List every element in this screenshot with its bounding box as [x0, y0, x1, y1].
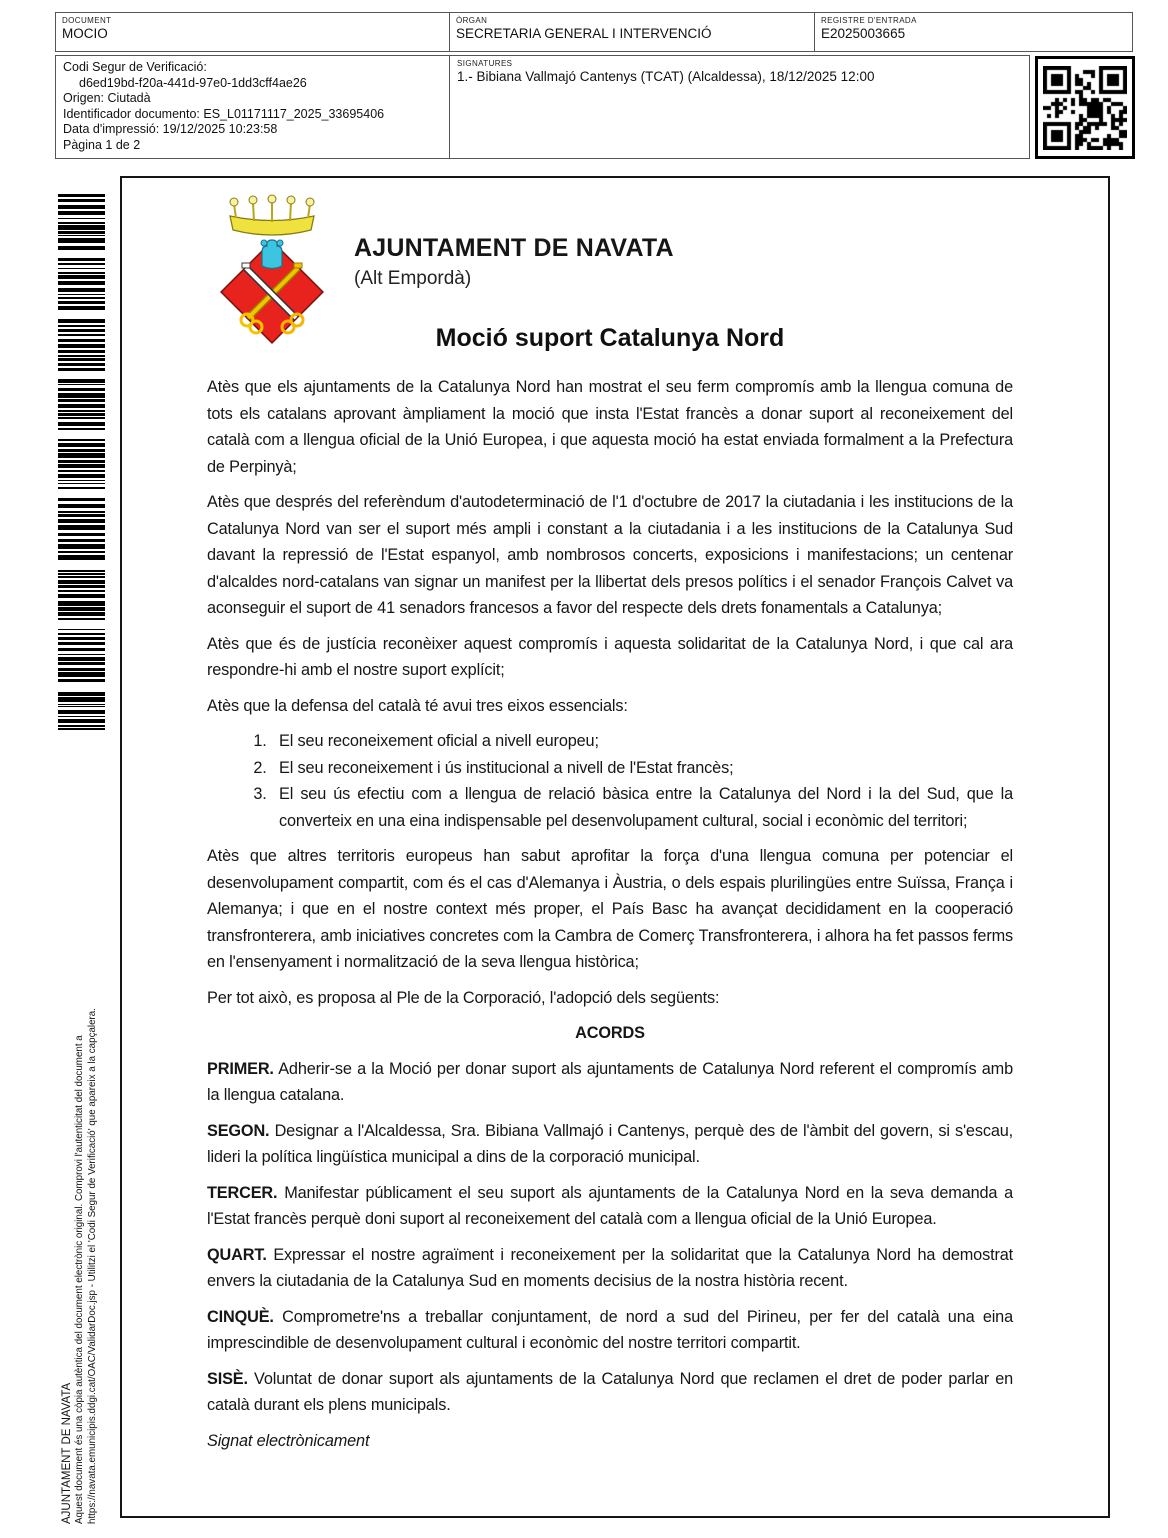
barcode-stripe [58, 480, 105, 481]
barcode-stripe [58, 642, 105, 645]
barcode-stripe [58, 585, 105, 588]
barcode-stripe [58, 235, 105, 236]
acord-text: Voluntat de donar suport als ajuntaments de la Catalunya Nord que reclamen el dret de poder parlar en català durant els plens municipals. [207, 1369, 1014, 1414]
barcode-stripe [58, 697, 105, 702]
barcode-stripe [58, 288, 105, 292]
barcode-stripe [58, 710, 105, 714]
barcode-stripe [58, 413, 105, 416]
acord-label: CINQUÈ. [207, 1307, 274, 1326]
sidebar-validation-url: https://navata.emunicipis.ddgi.cat/OAC/ValidarDoc.jsp - Utilitzi el 'Codi Segur de Verificació' que apareix a la capçalera. [86, 1008, 98, 1524]
barcode-stripe [58, 601, 105, 606]
barcode-stripe [58, 417, 105, 419]
header-cell-registre [815, 12, 1133, 52]
identificador-line: Identificador documento: ES_L01171117_2025_33695406 [63, 106, 385, 121]
barcode-stripe [58, 672, 105, 677]
list-item: 3. El seu ús efectiu com a llengua de relació bàsica entre la Catalunya del Nord i la del Sud, que la converteix en una eina indispensable pel desenvolupament cultural, social i econòmic del territori; [271, 781, 1013, 834]
barcode-stripe [58, 725, 105, 727]
barcode-stripe [58, 453, 105, 458]
csv-label: Codi Segur de Verificació: [63, 60, 207, 74]
acord-segon [207, 1118, 1013, 1171]
barcode-stripe [58, 258, 105, 261]
barcode-stripe [58, 428, 105, 430]
list-item: 1. El seu reconeixement oficial a nivell europeu; [271, 728, 1013, 755]
acord-text: Expressar el nostre agraïment i reconeixement per la solidaritat que la Catalunya Nord ha demostrat envers la ciutadania de la Catalunya Sud en moments decisius de la nostra història recent. [207, 1245, 1013, 1290]
barcode-stripe [58, 706, 105, 707]
document-title: Moció suport Catalunya Nord [435, 324, 785, 352]
barcode-stripe [58, 399, 105, 402]
barcode-stripe [58, 443, 105, 447]
barcode-stripe [58, 281, 105, 285]
barcode-stripe [58, 358, 105, 361]
pagina-line: Pàgina 1 de 2 [63, 137, 141, 152]
barcode-stripe [58, 654, 105, 655]
barcode-stripe [58, 238, 105, 243]
registre-value: E2025003665 [821, 26, 906, 41]
list-item: 2. El seu reconeixement i ús institucional a nivell de l'Estat francès; [271, 755, 1013, 782]
barcode-stripe [58, 464, 105, 468]
paragraph-ates-5: Atès que altres territoris europeus han sabut aprofitar la força d'una llengua comuna per potenciar el desenvolupament compartit, com és el cas d'Alemanya i Àustria, o dels espais plurilingües entre Suïssa, França i Alemanya; i que en el nostre context més proper, el País Basc ha avançat decididament en la cooperació transfronterera, amb iniciatives concretes com la Cambra de Comerç Transfronterera, i alhora ha fet passos ferms en l'ensenyament i normalització de la seva llengua històrica; [207, 847, 1013, 971]
csv-code: d6ed19bd-f20a-441d-97e0-1dd3cff4ae26 [79, 75, 307, 90]
barcode-stripe [58, 533, 105, 536]
barcode-stripe [58, 573, 105, 575]
organ-label: ÒRGAN [456, 16, 488, 25]
barcode-stripe [58, 301, 105, 304]
acord-cinque [207, 1304, 1013, 1357]
barcode-stripe [58, 487, 105, 489]
barcode-stripe [58, 612, 105, 616]
barcode-stripe [58, 514, 105, 517]
data-impressio-line: Data d'impressió: 19/12/2025 10:23:58 [63, 122, 278, 137]
acord-text: Comprometre'ns a treballar conjuntament, de nord a sud del Pirineu, per fer del català una eina imprescindible de desenvolupament cultural i econòmic del nostre territori compartit. [207, 1307, 1013, 1352]
paragraph-ates-2: Atès que després del referèndum d'autodeterminació de l'1 d'octubre de 2017 la ciutadania i les institucions de la Catalunya Nord van ser el suport més ampli i constant a la ciutadania i a les institucions de la Catalunya Sud davant la repressió de l'Estat espanyol, amb nombrosos concerts, exposicions i manifestacions; un centenar d'alcaldes nord-catalans van signar un manifest per la llibertat dels presos polítics i el senador François Calvet va aconseguir el suport de 41 senadors francesos a favor del respecte dels drets fonamentals a Catalunya; [207, 493, 1013, 617]
barcode-stripe [58, 525, 105, 530]
barcode-stripe [58, 633, 105, 635]
barcode-stripe [58, 379, 105, 383]
blue-tower-icon [261, 240, 283, 269]
paragraph-ates-4: Atès que la defensa del català té avui tres eixos essencials: [207, 696, 628, 715]
barcode-stripe [58, 231, 105, 234]
signatures-label: SIGNATURES [457, 59, 513, 68]
barcode-stripe [58, 662, 105, 665]
barcode-stripe [58, 306, 105, 310]
barcode-stripe [58, 384, 105, 385]
barcode-stripe [58, 410, 105, 412]
barcode-stripe [58, 470, 105, 472]
barcode-stripe [58, 637, 105, 640]
barcode-stripe [58, 294, 105, 295]
barcode-stripe [58, 544, 105, 549]
barcode-stripe [58, 355, 105, 357]
paragraph-proposta: Per tot això, es proposa al Ple de la Corporació, l'adopció dels següents: [207, 988, 720, 1007]
barcode-stripe [58, 648, 105, 651]
barcode-stripe [58, 618, 105, 620]
qr-code-icon [1043, 66, 1127, 150]
header-row-verification [55, 55, 1030, 159]
acord-label: SEGON. [207, 1121, 270, 1140]
barcode-icon [58, 194, 105, 735]
barcode-stripe [58, 657, 105, 661]
barcode-stripe [58, 422, 105, 426]
barcode-stripe [58, 728, 105, 730]
barcode-stripe [58, 519, 105, 523]
barcode-stripe [58, 388, 105, 391]
barcode-stripe [58, 334, 105, 336]
header-cell-document [55, 12, 450, 52]
barcode-stripe [58, 449, 105, 452]
qr-code-box [1035, 56, 1135, 159]
eixos-list [207, 728, 1013, 834]
acords-heading: ACORDS [575, 1024, 645, 1042]
document-value: MOCIO [62, 26, 108, 41]
barcode-stripe [58, 297, 105, 299]
barcode-stripe [58, 504, 105, 508]
acord-label: SISÈ. [207, 1369, 248, 1388]
acord-text: Designar a l'Alcaldessa, Sra. Bibiana Vallmajó i Cantenys, perquè des de l'àmbit del govern, si s'escau, lideri la política lingüística municipal a dins de la corporació municipal. [207, 1121, 1013, 1166]
barcode-stripe [58, 570, 105, 572]
barcode-stripe [58, 225, 105, 230]
barcode-stripe [58, 194, 105, 197]
barcode-stripe [58, 368, 105, 371]
barcode-stripe [58, 576, 105, 578]
barcode-stripe [58, 246, 105, 250]
barcode-stripe [58, 716, 105, 717]
barcode-stripe [58, 350, 105, 353]
barcode-stripe [58, 668, 105, 671]
barcode-stripe [58, 511, 105, 513]
barcode-stripe [58, 439, 105, 441]
barcode-stripe [58, 719, 105, 723]
sidebar-org-name: AJUNTAMENT DE NAVATA [61, 1382, 73, 1524]
barcode-stripe [58, 539, 105, 542]
acord-primer [207, 1056, 1013, 1109]
origen-line: Origen: Ciutadà [63, 91, 151, 106]
verification-block [55, 55, 450, 159]
barcode-stripe [58, 704, 105, 705]
barcode-stripe [58, 339, 105, 342]
barcode-stripe [58, 580, 105, 584]
org-subtitle: (Alt Empordà) [354, 268, 472, 289]
document-frame [120, 176, 1110, 1518]
barcode-stripe [58, 275, 105, 279]
barcode-stripe [58, 474, 105, 478]
barcode-stripe [58, 205, 105, 209]
barcode-stripe [58, 679, 105, 682]
signed-note: Signat electrònicament [207, 1431, 370, 1450]
crown-icon [230, 195, 314, 235]
organ-value: SECRETARIA GENERAL I INTERVENCIÓ [456, 26, 712, 41]
barcode-stripe [58, 498, 105, 501]
acord-tercer [207, 1180, 1013, 1233]
barcode-stripe [58, 483, 105, 484]
barcode-stripe [58, 594, 105, 598]
paragraph-ates-3: Atès que és de justícia reconèixer aquest compromís i aquesta solidaritat de la Catalunya Nord, i que cal ara respondre-hi amb el nostre suport explícit; [207, 634, 1013, 679]
signatures-value: 1.- Bibiana Vallmajó Cantenys (TCAT) (Alcaldessa), 18/12/2025 12:00 [457, 69, 875, 84]
header-row-document [55, 12, 1133, 52]
barcode-stripe [58, 319, 105, 323]
barcode-stripe [58, 211, 105, 215]
barcode-stripe [58, 263, 105, 265]
barcode-stripe [58, 222, 105, 224]
document-body [207, 374, 1013, 1508]
barcode-stripe [58, 199, 105, 202]
barcode-stripe [58, 393, 105, 398]
barcode-stripe [58, 404, 105, 408]
navata-coat-of-arms-icon [214, 194, 330, 344]
acord-quart [207, 1242, 1013, 1295]
acord-sise [207, 1366, 1013, 1419]
header-cell-organ [450, 12, 815, 52]
acord-label: PRIMER. [207, 1059, 274, 1078]
barcode-stripe [58, 551, 105, 553]
barcode-stripe [58, 590, 105, 592]
barcode-stripe [58, 344, 105, 348]
acord-text: Adherir-se a la Moció per donar suport als ajuntaments de Catalunya Nord referent el compromís amb la llengua catalana. [207, 1059, 1013, 1104]
sidebar-authenticity-line: Aquest document és una còpia autèntica del document electrònic original. Comprovi l'autenticitat del document a [74, 1035, 85, 1524]
barcode-stripe [58, 692, 105, 696]
acord-label: QUART. [207, 1245, 267, 1264]
acord-label: TERCER. [207, 1183, 278, 1202]
barcode-stripe [58, 325, 105, 327]
paragraph-ates-1: Atès que els ajuntaments de la Catalunya Nord han mostrat el seu ferm compromís amb la llengua comuna de tots els catalans aprovant àmpliament la moció que insta l'Estat francès a donar suport al reconeixement del català com a llengua oficial de la Unió Europea, i que aquesta moció ha estat enviada formalment a la Prefectura de Perpinyà; [207, 378, 1013, 476]
barcode-stripe [58, 555, 105, 560]
barcode-stripe [58, 607, 105, 611]
document-label: DOCUMENT [62, 16, 112, 25]
barcode-stripe [58, 629, 105, 630]
barcode-stripe [58, 329, 105, 332]
acord-text: Manifestar públicament el seu suport als ajuntaments de la Catalunya Nord en la seva demanda a l'Estat francès perquè doni suport al reconeixement del català com a llengua oficial de la Unió Europea. [207, 1183, 1013, 1228]
signatures-block [450, 55, 1030, 159]
barcode-stripe [58, 460, 105, 463]
barcode-stripe [58, 363, 105, 366]
barcode-stripe [58, 272, 105, 274]
org-name: AJUNTAMENT DE NAVATA [354, 234, 674, 262]
registre-label: REGISTRE D'ENTRADA [821, 16, 917, 25]
barcode-stripe [58, 218, 105, 219]
sidebar-legal-text [60, 824, 99, 1524]
barcode-stripe [58, 268, 105, 269]
